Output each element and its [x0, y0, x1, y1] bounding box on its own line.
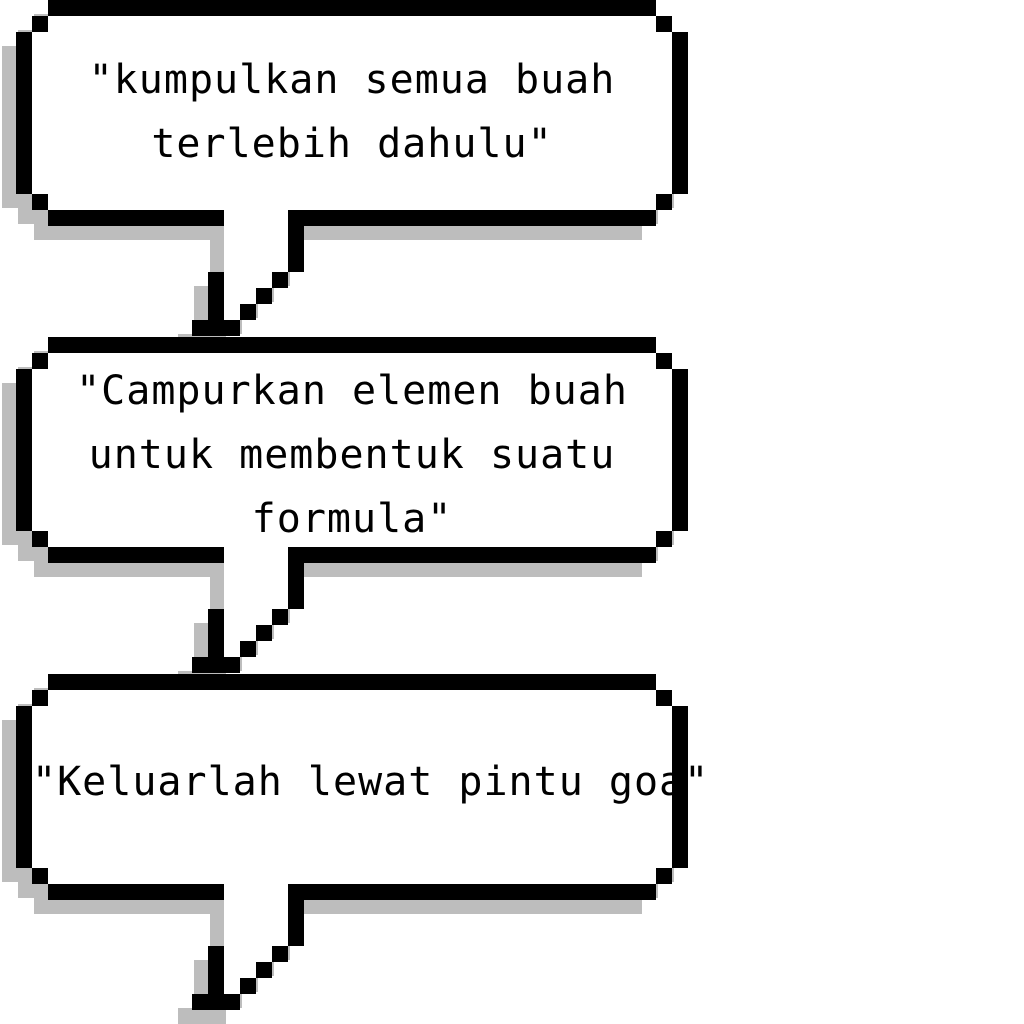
speech-bubble-2-text [32, 359, 672, 551]
bubble-3-fill [32, 690, 710, 994]
bubble-2-line-2: untuk membentuk suatu [88, 432, 616, 478]
bubble-2-line-1: "Campurkan elemen buah [76, 368, 628, 414]
bubble-3-line-1: "Keluarlah lewat pintu goa" [32, 759, 710, 805]
speech-bubble-3 [2, 674, 710, 1024]
bubble-1-line-2: terlebih dahulu" [151, 121, 553, 167]
bubble-1-line-1: "kumpulkan semua buah [88, 57, 616, 103]
speech-bubble-1-text [32, 48, 672, 176]
speech-bubble-3-text [32, 750, 710, 814]
bubble-2-line-3: formula" [251, 496, 453, 542]
